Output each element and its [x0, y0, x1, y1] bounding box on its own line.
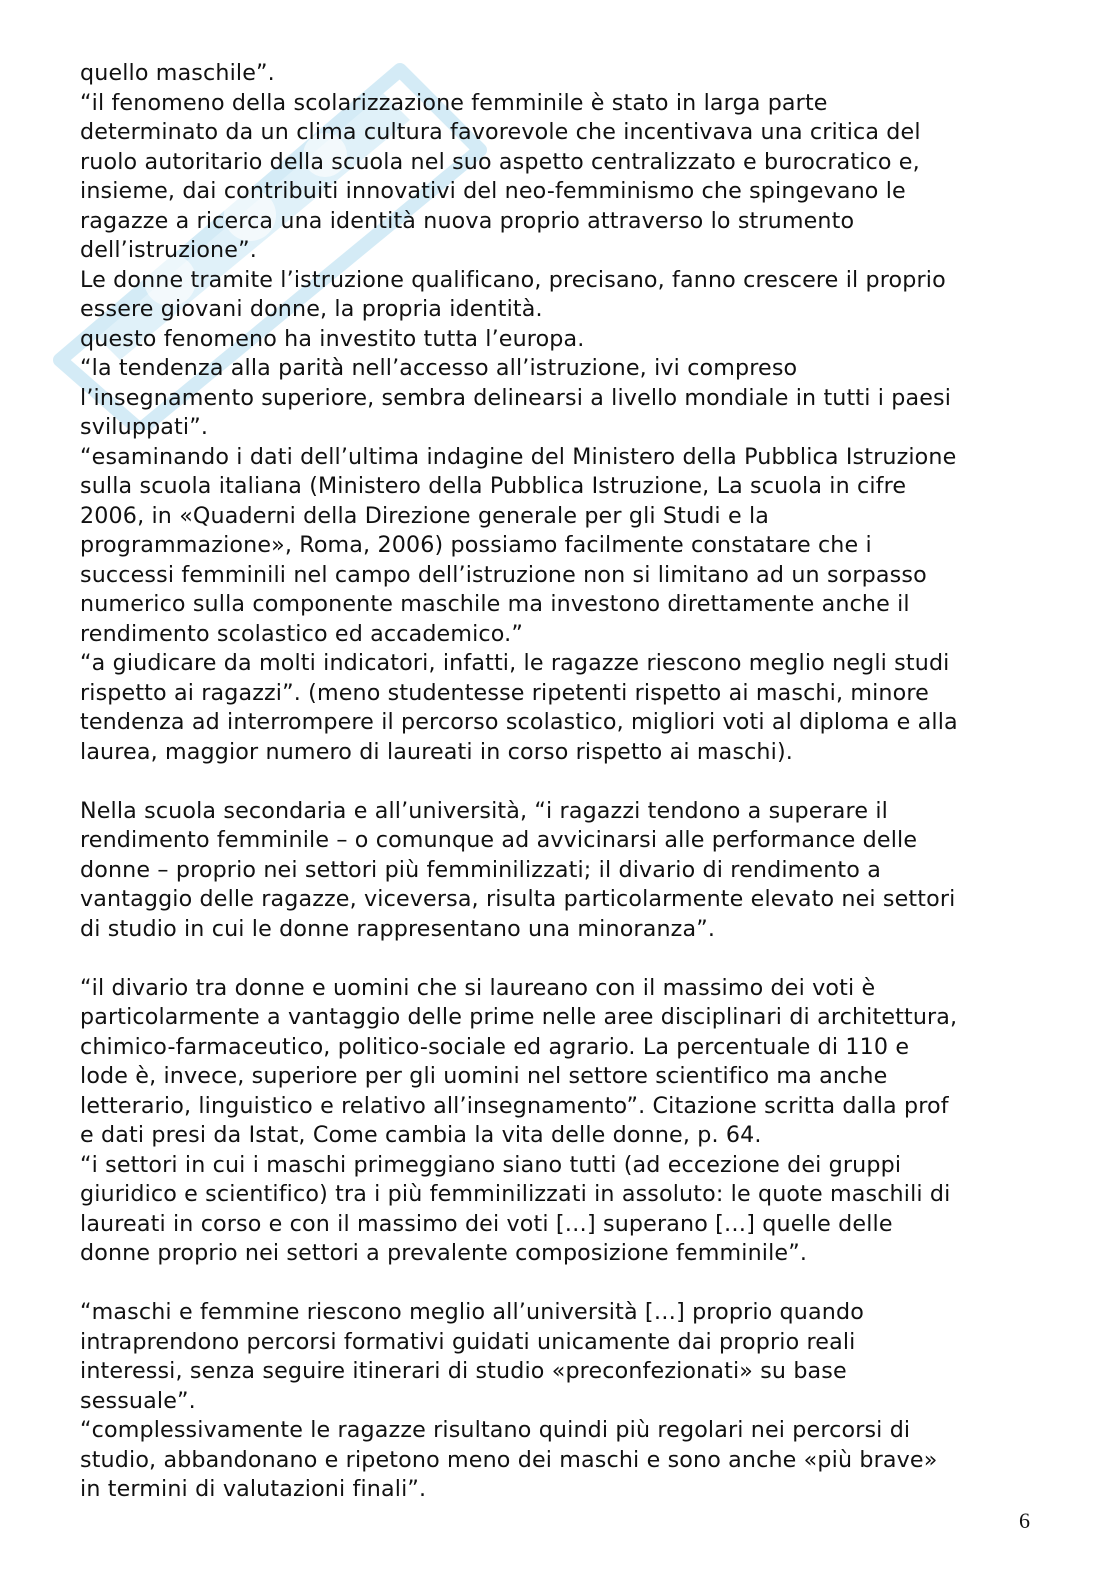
paragraph-7: “a giudicare da molti indicatori, infatti, le ragazze riescono meglio negli studi rispetto ai ragazzi”. (meno studentesse ripetenti rispetto ai maschi, minore tendenza ad interrompere il percorso scolastico, migliori voti al diploma e alla laurea, maggior numero di laureati in corso rispetto ai maschi).	[80, 650, 958, 765]
paragraph-11: “maschi e femmine riescono meglio all’università […] proprio quando intraprendono percorsi formativi guidati unicamente dai proprio reali interessi, senza seguire itinerari di studio «preconfezionati» su base sessuale”.	[80, 1299, 864, 1414]
paragraph-9: “il divario tra donne e uomini che si laureano con il massimo dei voti è particolarmente a vantaggio delle prime nelle aree disciplinari di architettura, chimico-farmaceutico, politico-sociale ed agrario. La percentuale di 110 e lode è, invece, superiore per gli uomini nel settore scientifico ma anche letterario, linguistico e relativo all’insegnamento”. Citazione scritta dalla prof e dati presi da Istat, Come cambia la vita delle donne, p. 64.	[80, 974, 958, 1148]
paragraph-12: “complessivamente le ragazze risultano quindi più regolari nei percorsi di studio, abbandonano e ripetono meno dei maschi e sono anche «più brave» in termini di valutazioni finali”.	[80, 1417, 938, 1502]
paragraph-spacer	[80, 1269, 1050, 1299]
page-number: 6	[1019, 1508, 1030, 1533]
paragraph-spacer	[80, 944, 1050, 974]
paragraph-2: “il fenomeno della scolarizzazione femminile è stato in larga parte determinato da un clima cultura favorevole che incentivava una critica del ruolo autoritario della scuola nel suo aspetto centralizzato e burocratico e, insieme, dai contribuiti innovativi del neo-femminismo che spingevano le ragazze a ricerca una identità nuova proprio attraverso lo strumento dell’istruzione”.	[80, 89, 921, 263]
paragraph-4: questo fenomeno ha investito tutta l’europa.	[80, 325, 585, 352]
document-body	[80, 59, 1050, 1505]
paragraph-spacer	[80, 767, 1050, 797]
paragraph-5: “la tendenza alla parità nell’accesso all’istruzione, ivi compreso l’insegnamento superiore, sembra delinearsi a livello mondiale in tutti i paesi sviluppati”.	[80, 355, 952, 440]
paragraph-10: “i settori in cui i maschi primeggiano siano tutti (ad eccezione dei gruppi giuridico e scientifico) tra i più femminilizzati in assoluto: le quote maschili di laureati in corso e con il massimo dei voti […] superano […] quelle delle donne proprio nei settori a prevalente composizione femminile”.	[80, 1151, 951, 1266]
paragraph-3: Le donne tramite l’istruzione qualificano, precisano, fanno crescere il proprio essere giovani donne, la propria identità.	[80, 266, 946, 322]
paragraph-6: “esaminando i dati dell’ultima indagine del Ministero della Pubblica Istruzione sulla scuola italiana (Ministero della Pubblica Istruzione, La scuola in cifre 2006, in «Quaderni della Direzione generale per gli Studi e la programmazione», Roma, 2006) possiamo facilmente constatare che i successi femminili nel campo dell’istruzione non si limitano ad un sorpasso numerico sulla componente maschile ma investono direttamente anche il rendimento scolastico ed accademico.”	[80, 443, 957, 647]
paragraph-8: Nella scuola secondaria e all’università, “i ragazzi tendono a superare il rendimento femminile – o comunque ad avvicinarsi alle performance delle donne – proprio nei settori più femminilizzati; il divario di rendimento a vantaggio delle ragazze, viceversa, risulta particolarmente elevato nei settori di studio in cui le donne rappresentano una minoranza”.	[80, 797, 956, 942]
paragraph-1: quello maschile”.	[80, 60, 275, 86]
